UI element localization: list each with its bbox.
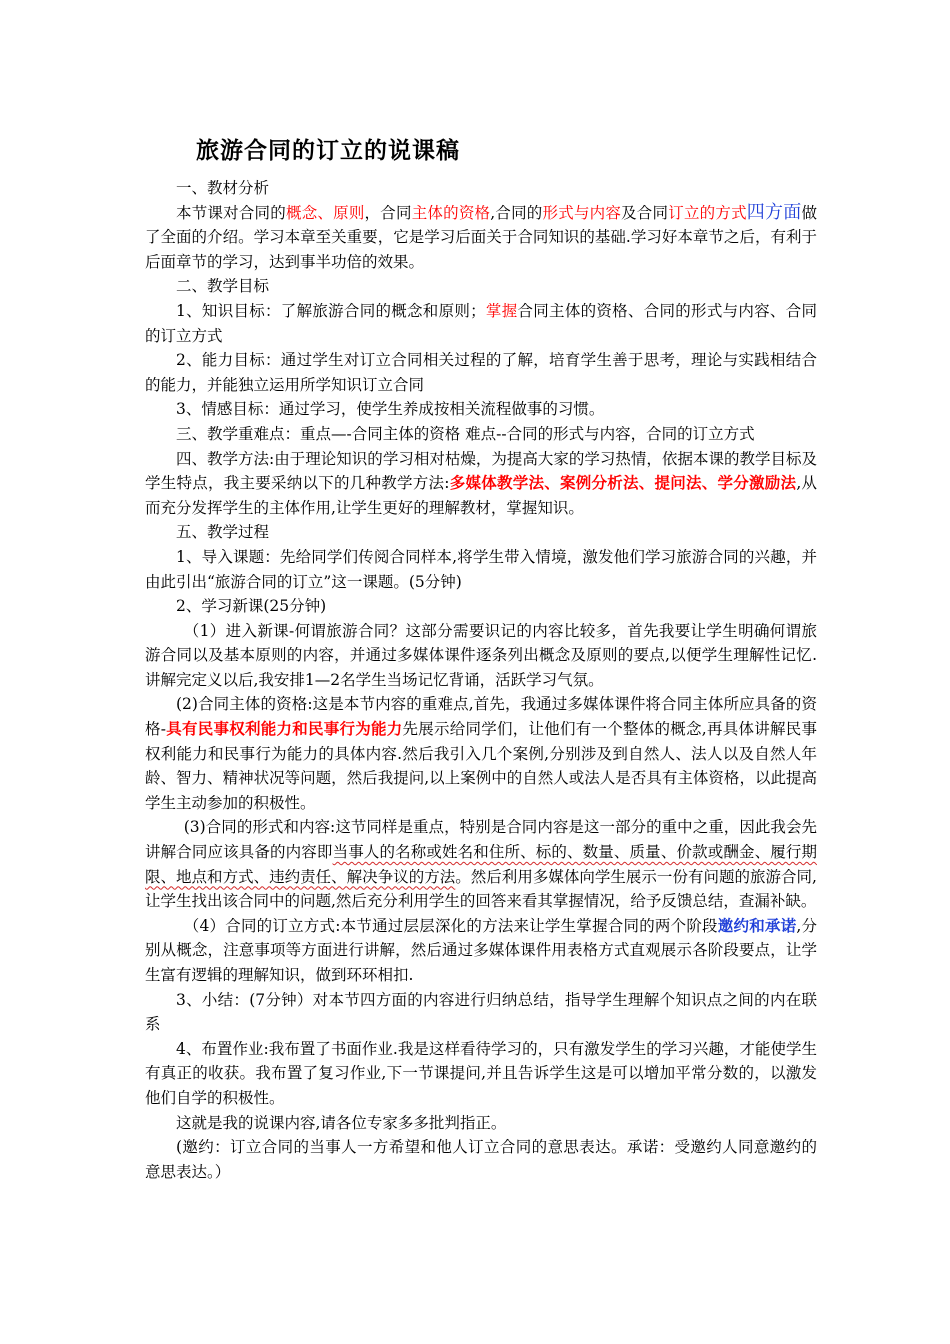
process-part-2 [145,692,817,815]
process-homework: 4、布置作业:我布置了书面作业.我是这样看待学习的，只有激发学生的学习兴趣，才能使学生有真正的收获。我布置了复习作业,下一节课提问,并且告诉学生这是可以增加平常分数的，以激发他们自学的积极性。 [145,1039,817,1107]
process-part-1: （1）进入新课-何谓旅游合同？这部分需要识记的内容比较多，首先我要让学生明确何谓旅游合同以及基本原则的内容，并通过多媒体课件逐条列出概念及原则的要点,以便学生理解性记忆.讲解完定义以后,我安排1—2名学生当场记忆背诵，活跃学习气氛。 [145,621,817,689]
underlined-contract-contents: 当事人的名称或姓名和住所、标的、数量、质量、价款或酬金、履行期限、地点和方式、违约责任、解决争议的方法 [145,843,817,886]
text-run: 四、教学方法:由于理论知识的学习相对枯燥，为提高大家的学习热情，依据本课的教学目标及学生特点，我主要采纳以下的几种教学方法: [145,449,817,493]
text-run: 先展示给同学们，让他们有一个整体的概念,再具体讲解民事权利能力和民事行为能力的具体内容.然后我引入几个案例,分别涉及到自然人、法人以及自然人年龄、智力、精神状况等问题，然后我提问,以上案例中的自然人或法人是否具有主体资格，以此提高学生主动参加的积极性。 [145,720,817,812]
closing-remark: 这就是我的说课内容,请各位专家多多批判指正。 [176,1113,507,1132]
highlight-concept: 概念 [285,203,318,222]
section-key-points: 三、教学重难点：重点—-合同主体的资格 难点--合同的形式与内容，合同的订立方式 [176,424,755,443]
footnote-definitions: (邀约：订立合同的当事人一方希望和他人订立合同的意思表达。承诺：受邀约人同意邀约的意思表达。） [145,1138,817,1181]
highlight-methods: 多媒体教学法、案例分析法、提问法、学分激励法 [449,473,797,493]
section-teaching-methods [145,447,817,521]
process-intro: 1、导入课题：先给同学们传阅合同样本,将学生带入情境，激发他们学习旅游合同的兴趣，并由此引出“旅游合同的订立”这一课题。(5分钟) [145,547,817,591]
process-new-lesson: 2、学习新课(25分钟) [176,597,327,616]
goal-ability: 2、能力目标：通过学生对订立合同相关过程的了解，培育学生善于思考，理论与实践相结合的能力，并能独立运用所学知识订立合同 [145,351,817,394]
text-run: 做了全面的介绍。学习本章至关重要，它是学习后面关于合同知识的基础.学习好本章节之后，有利于后面章节的学习，达到事半功倍的效果。 [145,203,817,271]
text-run: 合同主体的资格、合同的形式与内容、合同的订立方式 [145,301,817,345]
highlight-master: 掌握 [485,301,518,320]
highlight-four-aspects: 四方面 [746,201,802,223]
text-run: 及合同 [621,203,669,222]
text-run: ，合同 [364,203,412,222]
process-part-3 [145,815,817,913]
text-run: 。然后利用多媒体向学生展示一份有问题的旅游合同,让学生找出该合同中的问题,然后充分利用学生的回答来看其掌握情况，给予反馈总结，查漏补缺。 [145,867,817,911]
text-run: 1、知识目标：了解旅游合同的概念和原则； [176,301,486,320]
process-summary: 3、小结：(7分钟）对本节四方面的内容进行归纳总结，指导学生理解个知识点之间的内在联系 [145,990,817,1034]
highlight-offer-acceptance: 邀约和承诺 [717,915,797,935]
text-run: 本节课对合同的 [176,203,286,222]
text-run: （4）合同的订立方式:本节通过层层深化的方法来让学生掌握合同的两个阶段 [183,916,718,935]
process-part-4 [145,914,817,988]
highlight-principle: 原则 [333,203,365,222]
highlight-separator: 、 [317,203,334,222]
highlight-subject: 主体的资格 [411,203,491,222]
goal-emotion: 3、情感目标：通过学习，使学生养成按相关流程做事的习惯。 [176,400,605,419]
section-heading-5: 五、教学过程 [176,523,270,542]
text-run: ,合同的 [490,203,543,222]
text-run: ,从而充分发挥学生的主体作用,让学生更好的理解教材，掌握知识。 [145,474,817,517]
paragraph-material-analysis [145,201,817,275]
highlight-method: 订立的方式 [668,203,747,222]
text-run: (2)合同主体的资格:这是本节内容的重难点,首先，我通过多媒体课件将合同主体所应具备的资格- [145,695,817,739]
text-run: ,分别从概念，注意事项等方面进行讲解，然后通过多媒体课件用表格方式直观展示各阶段要点，让学生富有逻辑的理解知识，做到环环相扣. [145,916,817,984]
highlight-capacity: 具有民事权利能力和民事行为能力 [166,719,403,739]
section-heading-2: 二、教学目标 [176,277,270,296]
highlight-form: 形式与内容 [542,203,622,222]
page-title: 旅游合同的订立的说课稿 [196,137,460,164]
goal-knowledge [145,299,817,348]
text-run: (3)合同的形式和内容:这节同样是重点，特别是合同内容是这一部分的重中之重，因此我会先讲解合同应该具备的内容即 [145,818,817,862]
section-heading-1: 一、教材分析 [176,179,270,197]
document-body [145,176,817,1184]
